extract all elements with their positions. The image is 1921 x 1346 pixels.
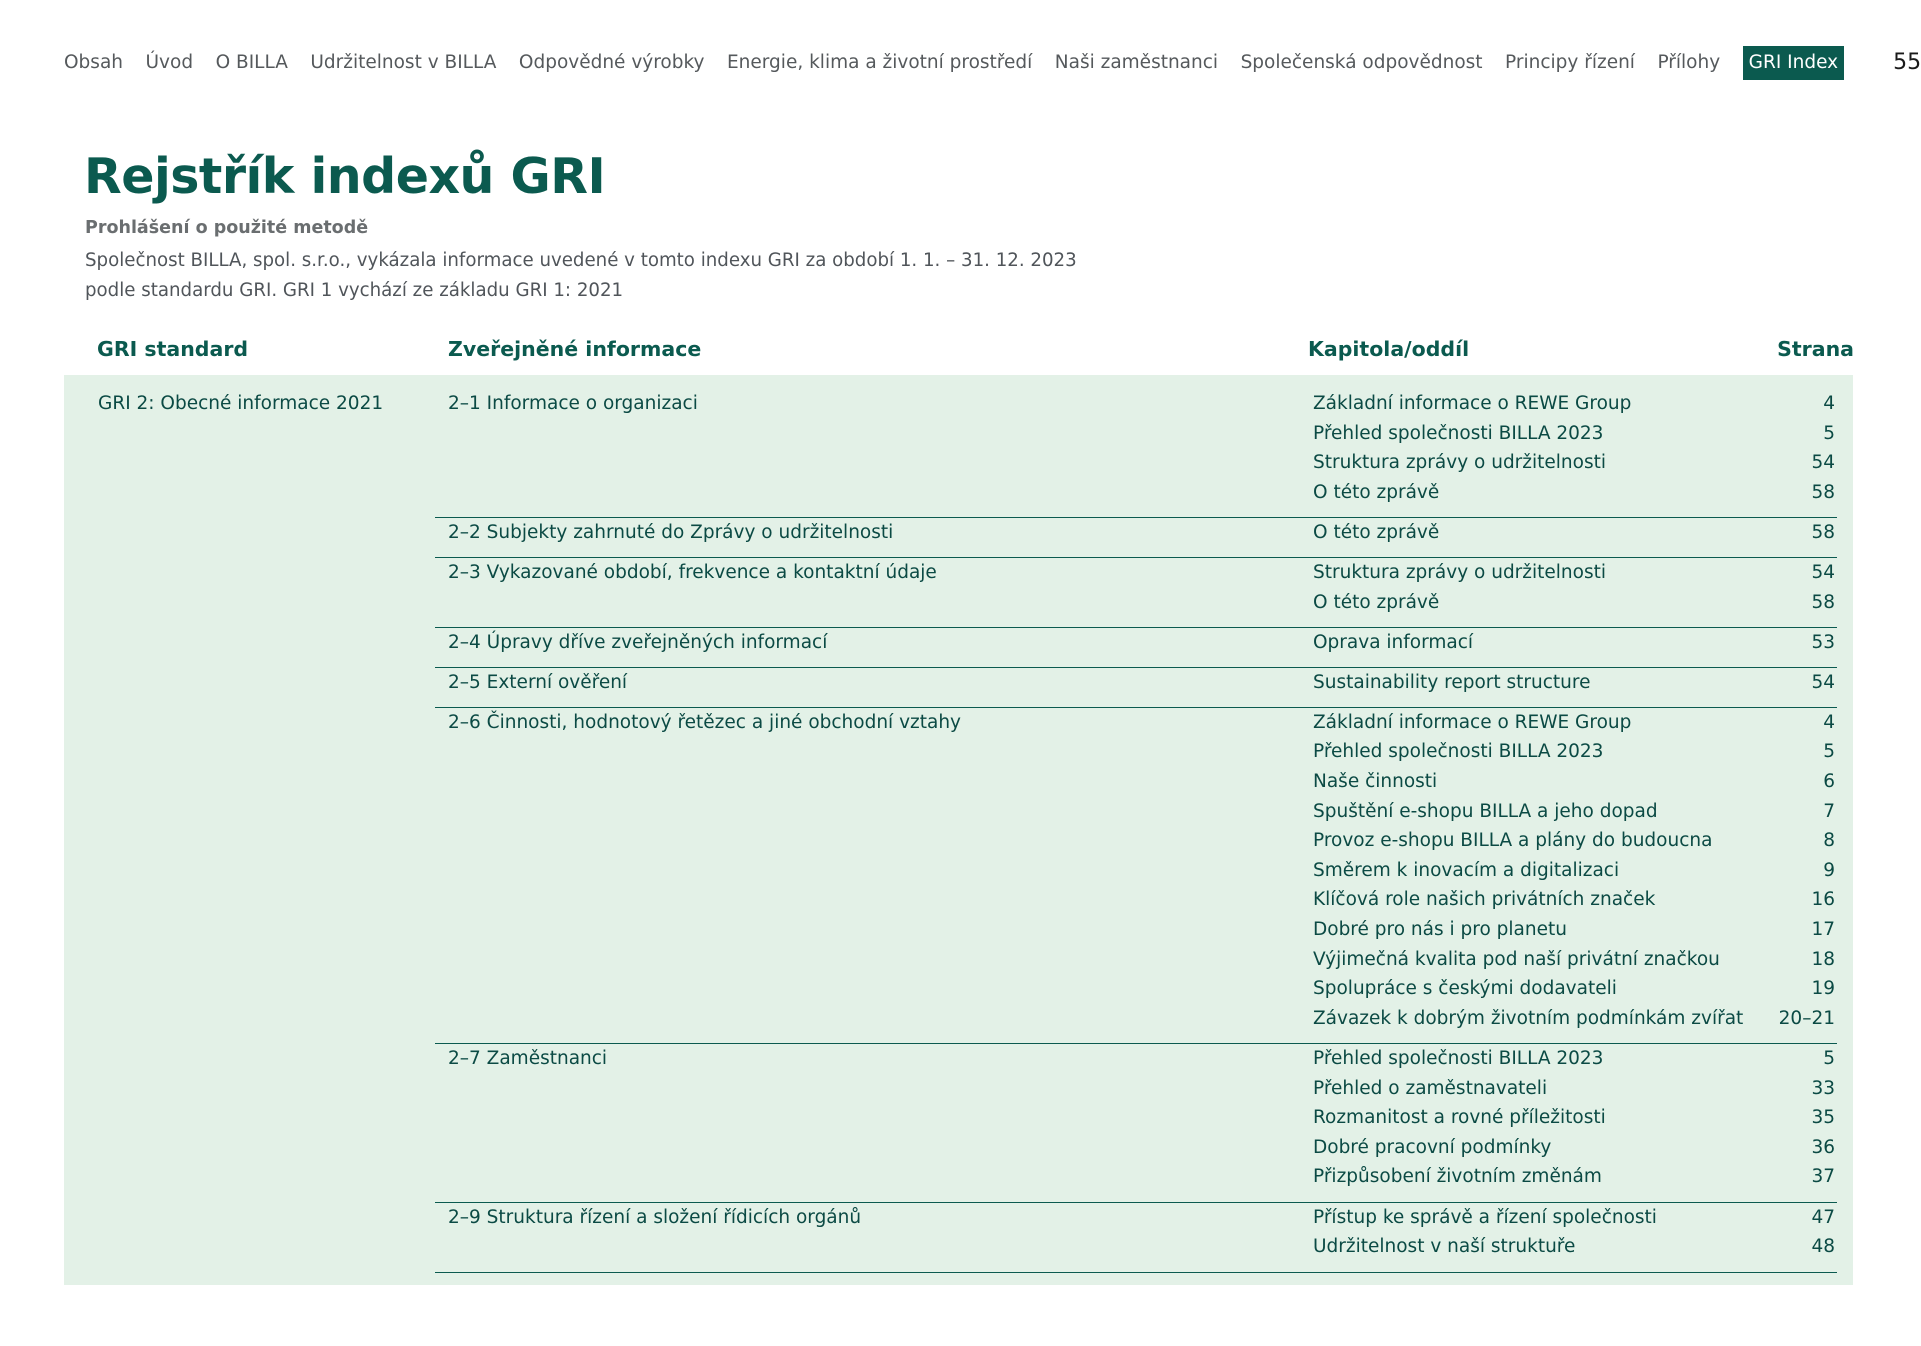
- column-header-standard: GRI standard: [97, 337, 249, 361]
- chapter-page-number: 58: [1811, 591, 1835, 613]
- table-row: [435, 1207, 1837, 1266]
- chapter-name: Závazek k dobrým životním podmínkám zvířat: [1313, 1007, 1744, 1029]
- chapter-entry: [1313, 1207, 1837, 1237]
- nav-item-obsah[interactable]: Obsah: [64, 52, 124, 73]
- chapter-list: [1313, 393, 1837, 511]
- chapter-page-number: 54: [1811, 562, 1835, 583]
- chapter-page-number: 5: [1823, 1048, 1835, 1069]
- chapter-page-number: 8: [1823, 830, 1835, 852]
- disclosure-label: 2–9 Struktura řízení a složení řídicích orgánů: [448, 1206, 862, 1228]
- chapter-page-number: 7: [1823, 800, 1835, 822]
- disclosure-label: 2–5 Externí ověření: [448, 671, 628, 693]
- chapter-page-number: 5: [1823, 741, 1835, 763]
- chapter-page-number: 17: [1811, 919, 1835, 941]
- chapter-name: Oprava informací: [1313, 631, 1474, 653]
- chapter-page-number: 4: [1823, 393, 1835, 414]
- row-divider: [435, 557, 1837, 558]
- chapter-name: O této zprávě: [1313, 521, 1440, 543]
- nav-item-na-i-zam-stnanci[interactable]: Naši zaměstnanci: [1054, 52, 1219, 73]
- chapter-entry: [1313, 1236, 1837, 1266]
- column-header-disclosure: Zveřejněné informace: [448, 337, 702, 361]
- chapter-list: [1313, 1048, 1837, 1196]
- chapter-page-number: 6: [1823, 771, 1835, 793]
- row-divider: [435, 1202, 1837, 1203]
- chapter-page-number: 35: [1811, 1107, 1835, 1129]
- chapter-name: Struktura zprávy o udržitelnosti: [1313, 452, 1606, 474]
- chapter-page-number: 47: [1811, 1206, 1835, 1228]
- row-divider: [435, 667, 1837, 668]
- chapter-entry: [1313, 423, 1837, 453]
- chapter-name: Dobré pracovní podmínky: [1313, 1136, 1552, 1158]
- chapter-name: O této zprávě: [1313, 591, 1440, 613]
- page-title: Rejstřík indexů GRI: [84, 148, 606, 205]
- column-header-chapter: Kapitola/oddíl: [1308, 337, 1470, 361]
- nav-item-odpov-dn-v-robky[interactable]: Odpovědné výrobky: [518, 52, 705, 73]
- chapter-entry: [1313, 889, 1837, 919]
- chapter-name: Provoz e-shopu BILLA a plány do budoucna: [1313, 830, 1713, 852]
- chapter-name: Výjimečná kvalita pod naší privátní značkou: [1313, 948, 1720, 970]
- chapter-name: Spolupráce s českými dodavateli: [1313, 978, 1617, 1000]
- chapter-page-number: 36: [1811, 1136, 1835, 1158]
- chapter-name: Sustainability report structure: [1313, 671, 1591, 693]
- chapter-page-number: 18: [1811, 948, 1835, 970]
- chapter-name: Udržitelnost v naší struktuře: [1313, 1236, 1576, 1258]
- chapter-name: Struktura zprávy o udržitelnosti: [1313, 562, 1606, 583]
- chapter-name: Spuštění e-shopu BILLA a jeho dopad: [1313, 800, 1658, 822]
- table-row: [435, 672, 1837, 702]
- chapter-page-number: 54: [1811, 452, 1835, 474]
- chapter-list: [1313, 562, 1837, 621]
- method-statement-text: [85, 246, 1185, 306]
- method-statement-heading: Prohlášení o použité metodě: [85, 218, 369, 238]
- chapter-entry: [1313, 562, 1837, 592]
- chapter-name: Naše činnosti: [1313, 771, 1438, 793]
- chapter-entry: [1313, 919, 1837, 949]
- chapter-entry: [1313, 771, 1837, 801]
- chapter-list: [1313, 672, 1837, 702]
- chapter-list: [1313, 522, 1837, 552]
- gri-standard-cell: GRI 2: Obecné informace 2021: [98, 393, 384, 414]
- chapter-name: Přehled o zaměstnavateli: [1313, 1077, 1548, 1099]
- nav-item-vod[interactable]: Úvod: [145, 52, 194, 73]
- chapter-page-number: 19: [1811, 978, 1835, 1000]
- nav-item-udr-itelnost-v-billa[interactable]: Udržitelnost v BILLA: [310, 52, 497, 73]
- disclosure-label: 2–2 Subjekty zahrnuté do Zprávy o udržitelnosti: [448, 521, 894, 543]
- chapter-entry: [1313, 632, 1837, 662]
- chapter-name: Přehled společnosti BILLA 2023: [1313, 741, 1604, 763]
- chapter-entry: [1313, 860, 1837, 890]
- chapter-name: Rozmanitost a rovné příležitosti: [1313, 1107, 1606, 1129]
- disclosure-label: 2–1 Informace o organizaci: [448, 393, 698, 414]
- chapter-list: [1313, 632, 1837, 662]
- chapter-entry: [1313, 592, 1837, 622]
- chapter-page-number: 33: [1811, 1077, 1835, 1099]
- chapter-name: Dobré pro nás i pro planetu: [1313, 919, 1567, 941]
- nav-item-energie-klima-a-ivotn-prost-ed[interactable]: Energie, klima a životní prostředí: [726, 52, 1033, 73]
- chapter-entry: [1313, 393, 1837, 423]
- chapter-page-number: 48: [1811, 1236, 1835, 1258]
- chapter-page-number: 16: [1811, 889, 1835, 911]
- chapter-name: Přehled společnosti BILLA 2023: [1313, 422, 1604, 444]
- chapter-page-number: 58: [1811, 521, 1835, 543]
- table-row: [435, 632, 1837, 662]
- chapter-list: [1313, 1207, 1837, 1266]
- chapter-name: O této zprávě: [1313, 481, 1440, 503]
- chapter-page-number: 4: [1823, 711, 1835, 733]
- row-divider: [435, 517, 1837, 518]
- chapter-entry: [1313, 712, 1837, 742]
- table-row: [435, 393, 1837, 511]
- chapter-entry: [1313, 672, 1837, 702]
- table-row: [435, 712, 1837, 1038]
- chapter-entry: [1313, 522, 1837, 552]
- chapter-name: Přehled společnosti BILLA 2023: [1313, 1048, 1604, 1069]
- chapter-entry: [1313, 949, 1837, 979]
- chapter-name: Klíčová role našich privátních značek: [1313, 889, 1656, 911]
- chapter-name: Základní informace o REWE Group: [1313, 393, 1632, 414]
- chapter-name: Přístup ke správě a řízení společnosti: [1313, 1206, 1657, 1228]
- chapter-page-number: 37: [1811, 1166, 1835, 1188]
- page-number: 55: [1893, 50, 1921, 75]
- chapter-entry: [1313, 978, 1837, 1008]
- nav-item-o-billa[interactable]: O BILLA: [215, 52, 288, 73]
- disclosure-label: 2–7 Zaměstnanci: [448, 1048, 608, 1069]
- chapter-page-number: 20–21: [1778, 1007, 1835, 1029]
- nav-item-p-lohy[interactable]: Přílohy: [1657, 52, 1721, 73]
- table-row: [435, 562, 1837, 621]
- chapter-page-number: 5: [1823, 422, 1835, 444]
- nav-item-principy-zen[interactable]: Principy řízení: [1505, 52, 1635, 73]
- disclosure-label: 2–6 Činnosti, hodnotový řetězec a jiné obchodní vztahy: [448, 711, 962, 733]
- chapter-entry: [1313, 1107, 1837, 1137]
- nav-item-gri-index[interactable]: GRI Index: [1743, 46, 1844, 80]
- chapter-page-number: 53: [1811, 631, 1835, 653]
- intro-line-1: Společnost BILLA, spol. s.r.o., vykázala informace uvedené v tomto indexu GRI za období 1. 1. – 31. 12. 2023: [85, 250, 1077, 271]
- chapter-entry: [1313, 1137, 1837, 1167]
- chapter-entry: [1313, 1166, 1837, 1196]
- chapter-entry: [1313, 482, 1837, 512]
- chapter-entry: [1313, 1008, 1837, 1038]
- chapter-entry: [1313, 1078, 1837, 1108]
- row-divider: [435, 1272, 1837, 1273]
- chapter-entry: [1313, 830, 1837, 860]
- row-divider: [435, 1043, 1837, 1044]
- disclosure-label: 2–3 Vykazované období, frekvence a kontaktní údaje: [448, 562, 937, 583]
- chapter-entry: [1313, 741, 1837, 771]
- intro-line-2: podle standardu GRI. GRI 1 vychází ze základu GRI 1: 2021: [85, 280, 624, 301]
- chapter-page-number: 58: [1811, 481, 1835, 503]
- chapter-page-number: 54: [1811, 671, 1835, 693]
- row-divider: [435, 707, 1837, 708]
- table-row: [435, 522, 1837, 552]
- chapter-list: [1313, 712, 1837, 1038]
- chapter-entry: [1313, 452, 1837, 482]
- chapter-entry: [1313, 801, 1837, 831]
- disclosure-label: 2–4 Úpravy dříve zveřejněných informací: [448, 631, 828, 653]
- column-header-page: Strana: [1777, 337, 1854, 361]
- chapter-name: Směrem k inovacím a digitalizaci: [1313, 859, 1620, 881]
- nav-item-spole-ensk-odpov-dnost[interactable]: Společenská odpovědnost: [1240, 52, 1483, 73]
- row-divider: [435, 627, 1837, 628]
- chapter-entry: [1313, 1048, 1837, 1078]
- top-navigation: [64, 46, 1921, 80]
- chapter-name: Základní informace o REWE Group: [1313, 711, 1632, 733]
- table-row: [435, 1048, 1837, 1196]
- chapter-name: Přizpůsobení životním změnám: [1313, 1166, 1602, 1188]
- chapter-page-number: 9: [1823, 859, 1835, 881]
